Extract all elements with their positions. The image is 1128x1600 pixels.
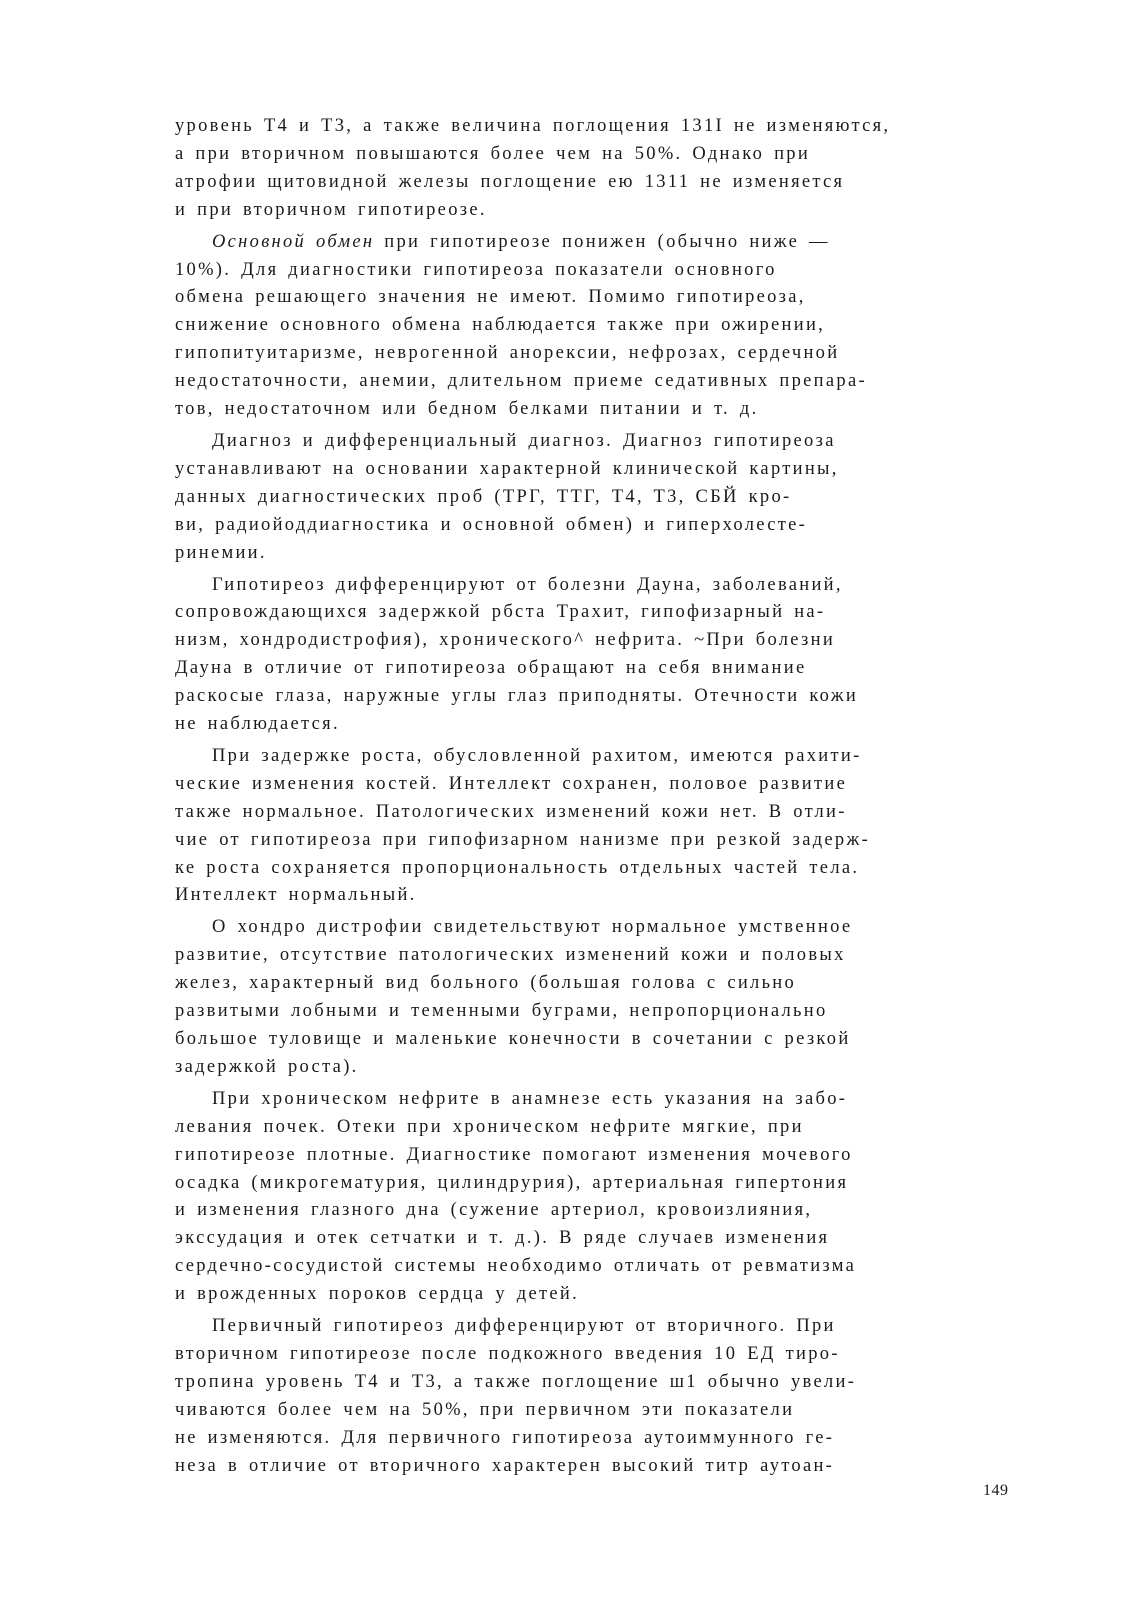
paragraph-nephritis: При хроническом нефрите в анамнезе есть указания на забо- левания почек. Отеки при хроническом нефрите мягкие, при гипотиреозе плотные. Диагностике помогают изменения мочевого осадка (микрогематурия, цилиндрурия), артериальная гипертония и изменения глазного дна (сужение артериол, кровоизлияния, экссудация и отек сетчатки и т. д.). В ряде случаев изменения сердечно-сосудистой системы необходимо отличать от ревматизма и врожденных пороков сердца у детей. xyxy=(175,1088,857,1305)
paragraph-chondrodystrophy: О хондро дистрофии свидетельствуют нормальное умственное развитие, отсутствие патологических изменений кожи и половых желез, характерный вид больного (большая голова с сильно развитыми лобными и теменными буграми, непропорционально большое туловище и маленькие конечности в сочетании с резкой задержкой роста). xyxy=(175,917,853,1077)
page-number: 149 xyxy=(983,1482,1009,1499)
paragraph-thyroid-uptake: уровень T4 и T3, а также величина поглощения 131I не изменяются, а при вторичном повышаются более чем на 50%. Однако при атрофии щитовидной железы поглощение ею 1311 не изменяется и при вторичном гипотиреозе. xyxy=(175,116,891,220)
paragraph-primary-vs-secondary: Первичный гипотиреоз дифференцируют от вторичного. При вторичном гипотиреозе после подкожного введения 10 ЕД тиро- тропина уровень T4 и T3, а также поглощение ш1 обычно увели- чиваются более чем на 50%, при первичном эти показатели не изменяются. Для первичного гипотиреоза аутоиммунного ге- неза в отличие от вторичного характерен высокий титр аутоан- xyxy=(175,1316,857,1476)
paragraph-rickets: При задержке роста, обусловленной рахитом, имеются рахити- ческие изменения костей. Интеллект сохранен, половое развитие также нормальное. Патологических изменений кожи нет. В отли- чие от гипотиреоза при гипофизарном нанизме при резкой задерж- ке роста сохраняется пропорциональность отдельных частей тела. Интеллект нормальный. xyxy=(175,745,871,906)
body-text xyxy=(175,113,1005,1485)
paragraph-basal-metabolism-text: при гипотиреозе понижен (обычно ниже — 10%). Для диагностики гипотиреоза показатели основного обмена решающего значения не имеют. Помимо гипотиреоза, снижение основного обмена наблюдается также при ожирении, гипопитуитаризме, неврогенной анорексии, нефрозах, сердечной недостаточности, анемии, длительном приеме седативных препара- тов, недостаточном или бедном белками питании и т. д. xyxy=(175,231,867,420)
term-basal-metabolism: Основной обмен xyxy=(212,231,375,252)
paragraph-basal-metabolism xyxy=(175,229,1005,424)
paragraph-diagnosis: Диагноз и дифференциальный диагноз. Диагноз гипотиреоза устанавливают на основании характерной клинической картины, данных диагностических проб (ТРГ, ТТГ, T4, T3, СБЙ кро- ви, радиойоддиагностика и основной обмен) и гиперхолесте- ринемии. xyxy=(175,430,839,563)
paragraph-down-syndrome: Гипотиреоз дифференцируют от болезни Дауна, заболеваний, сопровождающихся задержкой рбста Трахит, гипофизарный на- низм, хондродистрофия), хронического^ нефрита. ~При болезни Дауна в отличие от гипотиреоза обращают на себя внимание раскосые глаза, наружные углы глаз приподняты. Отечности кожи не наблюдается. xyxy=(175,574,859,735)
